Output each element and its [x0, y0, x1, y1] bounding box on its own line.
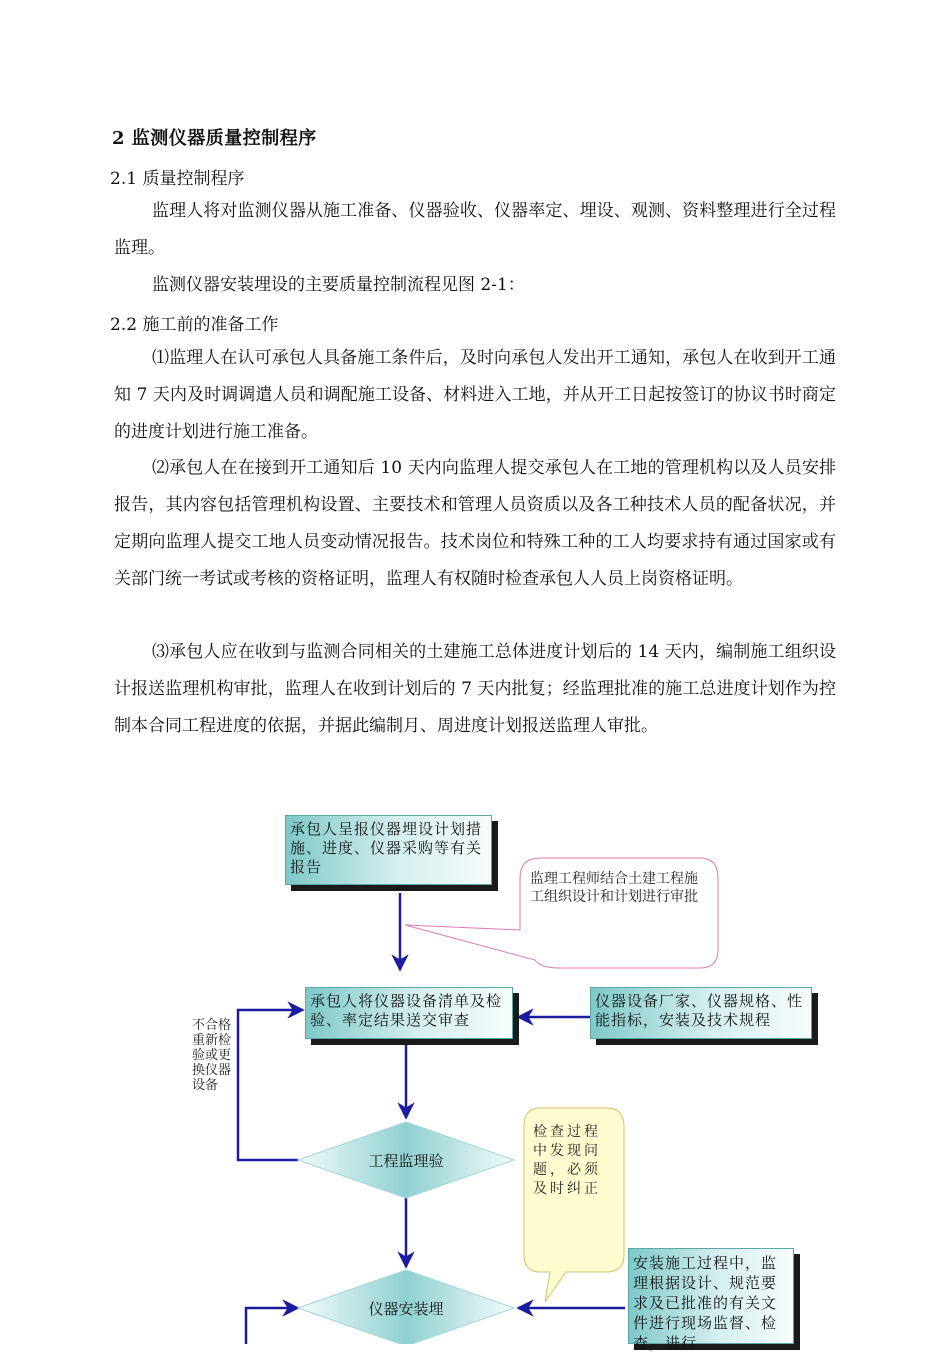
box-equipment-list: 承包人将仪器设备清单及检验、率定结果送交审查	[305, 987, 513, 1039]
paragraph-item-1: ⑴监理人在认可承包人具备施工条件后，及时向承包人发出开工通知，承包人在收到开工通知 7 天内及时调调遣人员和调配施工设备、材料进入工地，并从开工日起按签订的协议书时商定的进度计划进行施工准备。	[114, 348, 836, 442]
paragraph-overview: 监理人将对监测仪器从施工准备、仪器验收、仪器率定、埋设、观测、资料整理进行全过程监理。	[114, 201, 836, 258]
paragraph-flow-ref: 监测仪器安装埋设的主要质量控制流程见图 2-1：	[152, 275, 525, 295]
paragraph-item-2: ⑵承包人在在接到开工通知后 10 天内向监理人提交承包人在工地的管理机构以及人员安排报告，其内容包括管理机构设置、主要技术和管理人员资质以及各工种技术人员的配备状况，并定期向监理人提交工地人员变动情况报告。技术岗位和特殊工种的工人均要求持有通过国家或有关部门统一考试或考核的资格证明，监理人有权随时检查承包人人员上岗资格证明。	[114, 458, 836, 589]
box-equipment-specs: 仪器设备厂家、仪器规格、性能指标，安装及技术规程	[590, 987, 812, 1039]
box-install-supervision: 安装施工过程中，监理根据设计、规范要求及已批准的有关文件进行现场监督、检查，进行	[628, 1248, 794, 1344]
arrow-reject-loop	[238, 1010, 303, 1160]
section-title: 2 监测仪器质量控制程序	[112, 128, 317, 149]
subsection-2-1: 2.1 质量控制程序	[110, 169, 245, 189]
callout-correct-text: 检查过程中发现问题，必须及时纠正	[533, 1124, 601, 1197]
callout-review-text: 监理工程师结合土建工程施工组织设计和计划进行审批	[530, 871, 698, 905]
paragraph-item-3: ⑶承包人应在收到与监测合同相关的土建施工总体进度计划后的 14 天内，编制施工组织设计报送监理机构审批，监理人在收到计划后的 7 天内批复；经监理批准的施工总进度计划作为控制本合同工程进度的依据，并据此编制月、周进度计划报送监理人审批。	[114, 642, 836, 736]
diamond-label-inspection: 工程监理验	[368, 1152, 444, 1170]
side-note-reject: 不合格重新检验或更换仪器设备	[192, 1018, 232, 1093]
arrow-lower-loop	[246, 1308, 298, 1344]
box-submit-plan: 承包人呈报仪器埋设计划措施、进度、仪器采购等有关报告	[285, 815, 492, 885]
diamond-label-install: 仪器安装埋	[368, 1300, 444, 1318]
subsection-2-2: 2.2 施工前的准备工作	[110, 315, 279, 335]
